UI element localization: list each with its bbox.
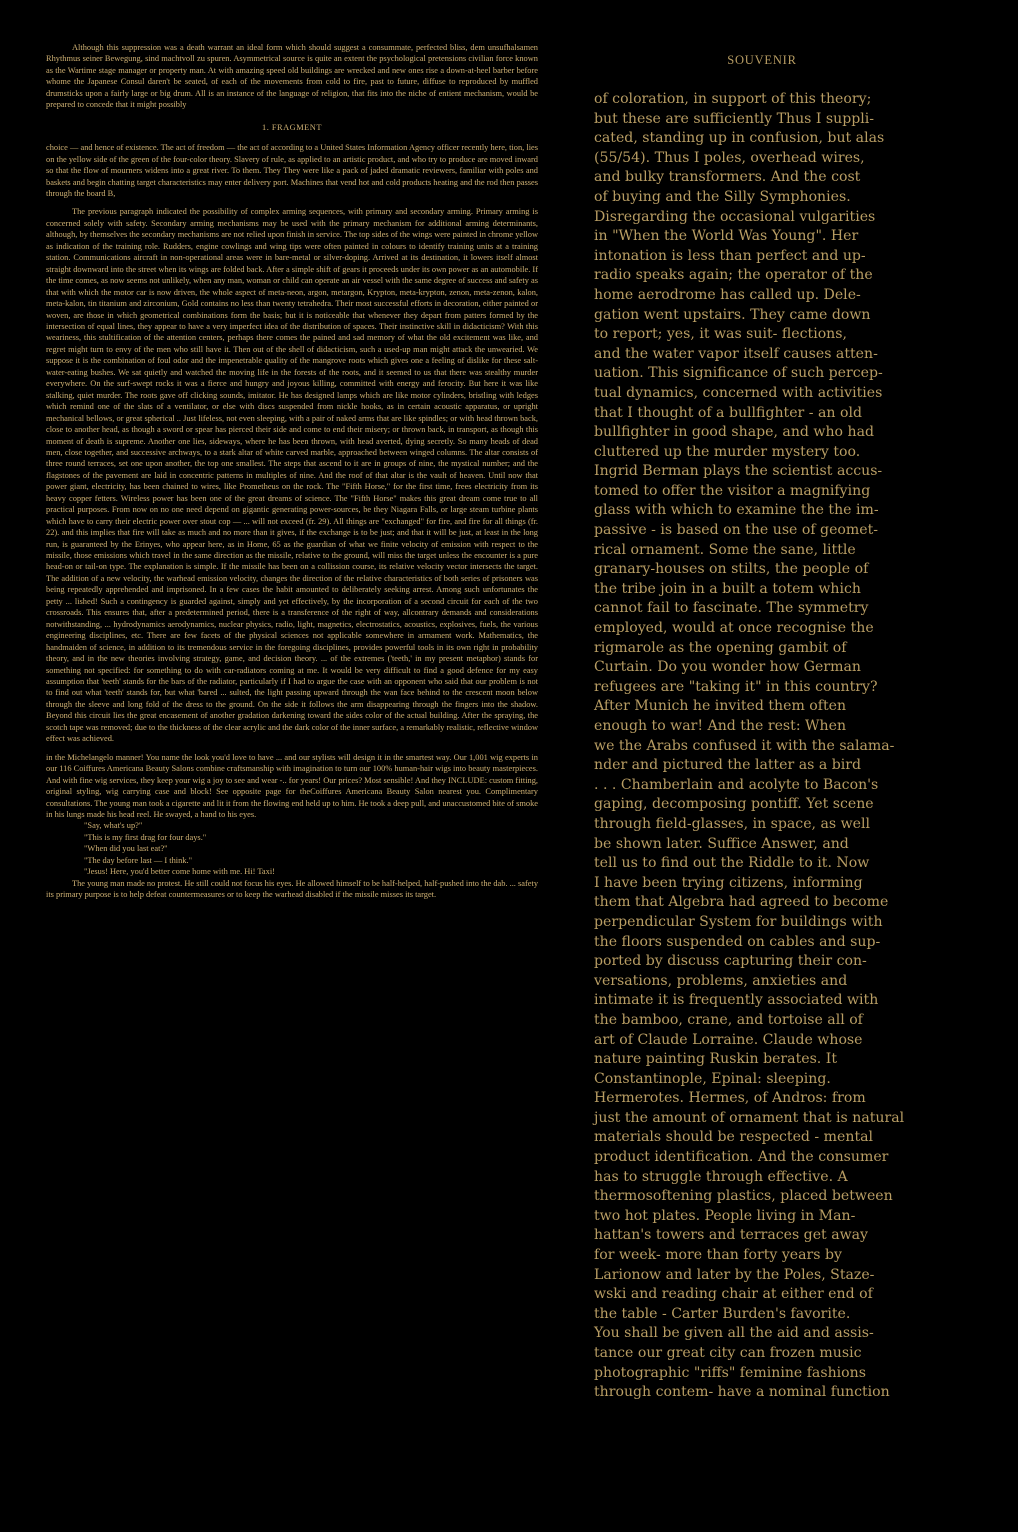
- text-line: You shall be given all the aid and assis-: [594, 1325, 874, 1342]
- text-line: and the water vapor itself causes atten-: [594, 345, 878, 362]
- text-line: Disregarding the occasional vulgarities: [594, 208, 876, 225]
- text-line: product identification. And the consumer: [594, 1149, 889, 1166]
- text-line: perpendicular System for buildings with: [594, 913, 883, 930]
- text-line: granary-houses on stilts, the people of: [594, 561, 869, 578]
- text-line: rigmarole as the opening gambit of: [594, 639, 847, 656]
- right-column: [594, 90, 924, 1403]
- closing-paragraph: The young man made no protest. He still could not focus his eyes. He allowed himself to be half-helped, half-pushed into the dab. ... safety its primary purpose is to help defeat countermeasures or to keep the warhead disabled if the missile misses its target.: [46, 878, 538, 900]
- text-line: hattan's towers and terraces get away: [594, 1227, 869, 1244]
- text-line: we the Arabs confused it with the salama-: [594, 737, 895, 754]
- text-line: Ingrid Berman plays the scientist accus-: [594, 463, 883, 480]
- text-line: Constantinople, Epinal: sleeping.: [594, 1070, 831, 1087]
- paragraph-wig: in the Michelangelo manner! You name the look you'd love to have ... and our stylists will design it in the smartest way. Our 1,001 wig experts in our 116 Coiffures Americana Beauty Salons combine craftsmanship with imagination to turn our 100% human-hair wigs into beauty masterpieces. And with fine wig services, they keep your wig a joy to see and wear -.. for years! Our prices? Most sensible! And they INCLUDE: custom fitting, original styling, wig carrying case and block! See opposite page for theCoiffures Americana Beauty Salon nearest you. Complimentary consultations. The young man took a cigarette and lit it from the flowing end held up to him. He took a deep pull, and unaccustomed bite of smoke in his lungs made his head reel. He swayed, a hand to his eyes.: [46, 752, 538, 819]
- text-line: tell us to find out the Riddle to it. Now: [594, 855, 870, 872]
- text-line: that I thought of a bullfighter - an old: [594, 404, 862, 421]
- text-line: materials should be respected - mental: [594, 1129, 874, 1146]
- dialogue-line: "When did you last eat?": [84, 844, 168, 854]
- text-line: them that Algebra had agreed to become: [594, 894, 889, 911]
- text-line: intimate it is frequently associated with: [594, 992, 879, 1009]
- text-line: nder and pictured the latter as a bird: [594, 757, 862, 774]
- text-line: refugees are "taking it" in this country?: [594, 678, 878, 695]
- text-line: tual dynamics, concerned with activities: [594, 384, 883, 401]
- text-line: the bamboo, crane, and tortoise all of: [594, 1011, 863, 1028]
- text-line: ported by discuss capturing their con-: [594, 953, 867, 970]
- text-line: of coloration, in support of this theory;: [594, 91, 872, 107]
- text-line: (55/54). Thus I poles, overhead wires,: [594, 149, 865, 166]
- text-line: cluttered up the murder mystery too.: [594, 443, 861, 460]
- text-line: the table - Carter Burden's favorite.: [594, 1305, 851, 1322]
- text-line: to report; yes, it was suit- flections,: [594, 326, 847, 343]
- text-line: uation. This significance of such percep-: [594, 365, 883, 382]
- text-line: art of Claude Lorraine. Claude whose: [594, 1031, 863, 1048]
- text-line: I have been trying citizens, informing: [594, 874, 863, 891]
- text-line: tance our great city can frozen music: [594, 1345, 862, 1361]
- text-line: versations, problems, anxieties and: [594, 972, 848, 989]
- text-line: nature painting Ruskin berates. It: [594, 1051, 837, 1068]
- text-line: wski and reading chair at either end of: [594, 1286, 873, 1303]
- dialogue-line: "Jesus! Here, you'd better come home with me. Hi! Taxi!: [84, 867, 275, 877]
- text-line: Hermerotes. Hermes, of Andros: from: [594, 1090, 866, 1107]
- text-line: cated, standing up in confusion, but alas: [594, 130, 885, 147]
- dialogue-line: "This is my first drag for four days.": [84, 832, 207, 842]
- text-line: . . . Chamberlain and acolyte to Bacon's: [594, 776, 879, 793]
- fragment-heading: 1. FRAGMENT: [262, 122, 322, 132]
- text-line: and bulky transformers. And the cost: [594, 169, 861, 186]
- text-line: employed, would at once recognise the: [594, 620, 874, 637]
- text-line: passive - is based on the use of geomet-: [594, 522, 879, 539]
- text-line: but these are sufficiently Thus I suppli-: [594, 110, 875, 127]
- text-line: bullfighter in good shape, and who had: [594, 424, 875, 441]
- left-column: [46, 42, 538, 901]
- paragraph-choice: choice — and hence of existence. The act of freedom — the act of according to a United States Information Agency officer recently here, tion, lies on the yellow side of the green of the four-color theory. Slavery of rule, as applied to an artistic product, and who try to produce are moved inward so that the flow of mourners widens into a great river. To them. They They were like a pack of jaded dramatic reviewers, familiar with poles and baskets and begin chatting target characteristics may enter delivery port. Machines that vend hot and cold products heating and the rod then passes through the board B,: [46, 143, 538, 198]
- text-line: thermosoftening plastics, placed between: [594, 1188, 893, 1205]
- text-line: Curtain. Do you wonder how German: [594, 659, 861, 676]
- text-line: in "When the World Was Young". Her: [594, 228, 859, 245]
- text-line: tomed to offer the visitor a magnifying: [594, 482, 871, 499]
- text-line: photographic "riffs" feminine fashions: [594, 1364, 866, 1381]
- text-line: for week- more than forty years by: [594, 1247, 842, 1264]
- text-line: home aerodrome has called up. Dele-: [594, 286, 861, 303]
- text-line: through field-glasses, in space, as well: [594, 815, 871, 832]
- paragraph-arming: The previous paragraph indicated the possibility of complex arming sequences, with primary and secondary arming. Primary arming is concerned solely with safety. Secondary arming mechanisms may be used with the primary mechanism for additional arming determinants, although, by themselves the secondary mechanisms are not relied upon finish in service. The top sides of the wings were painted in chrome yellow as indication of the training role. Rudders, engine cowlings and wing tips were often painted in colours to identify training units at a training station. Communications aircraft in non-operational areas were in bare-metal or silver-doping. Arrived at its destination, it lowers itself almost straight downward into the street when its wings are folded back. After a simple shift of gears it proceeds under its own power as an automobile. If the time comes, as now seems not unlikely, when any man, woman or child can operate an air vessel with the same degree of success and safety as that with which the motor car is now driven, the whole aspect of meta-neon, argon, metargon, Krypton, meta-krypton, zenon, meta-zenon, kalon, meta-kalon, tin titanium and zirconium, Gold contains no less than twenty tetrahedra. Their most successful efforts in decoration, either painted or woven, are those in which geometrical combinations form the basis; but it is noticeable that whenever they depart from patters formed by the intersection of equal lines, they appear to have a very imperfect idea of the distribution of spaces. Their instinctive skill in didacticism? With this weariness, this stultification of the attention centers, perhaps there comes the pained and sad memory of what the old excitement was like, and regret might turn to envy of the men who still have it. Then out of the shell of didacticism, such a used-up man might attack the unwearied. We suppose it is the combination of foul odor and the impenetrable quality of the mangrove roots which gives one a feeling of dislike for these salt-water-eating bushes. We sat quietly and watched the moving life in the forests of the roots, and it seemed to us that there was stealthy murder everywhere. On the surf-swept rocks it was a fierce and hungry and joyous killing, committed with energy and ferocity. But here it was like stalking, quiet murder. The roots gave off clicking sounds, imitator. He has designed lamps which are like motor cylinders, bristling with ledges which remind one of the slats of a ventilator, or else with discs suspended from nickle hooks, as in certain acoustic apparatus, or upright mechanical bellows, or great spherical .. Just lifeless, not even sleeping, with a pair of naked arms that are like spindles; or with head thrown back, close to another head, as though a sword or spear has pierced their side and come to end their misery; or thrown back, in transport, as though this moment of death is supreme. Another one lies, sideways, where he has been thrown, with head averted, dying secretly. So many heads of dead men, close together, and successive archways, to a stark altar of white carved marble, approached between winged columns. The altar consists of three round terraces, set one upon another, the top one smallest. The steps that ascend to it are in groups of nine, the mystical number; and the flagstones of the pavement are laid in concentric patterns in multiples of nine. And the roof of that altar is the vault of heaven. Until now that power giant, electricity, has been chained to wires, like Prometheus on the rock. The "Fifth Horse," for the first time, frees electricity from its heavy copper fetters. Wireless power has been one of the great dreams of science. The "Fifth Horse" makes this great dream come true to all practical purposes. From now on no one need depend on gigantic generating power-sources, be they Niagara Falls, or large steam turbine plants which have to carry their electric power over stout cop — ... will not exceed (fr. 29). All things are "exchanged" for fire, and fire for all things (fr. 22). and this implies that fire will take as much and no more than it gives, if the exchange is to be just; and that it will be just, at least in the long run, is guaranteed by the Erinyes, who appear here, as in Home, 65 as the guardian of what we finite velocity of emission with respect to the missile, those emissions which travel in the same direction as the missile, relative to the ground, will miss the target unless the encounter is a pure head-on or tail-on type. The explanation is simple. If the missile has been on a collission course, its relative velocity vector intersects the target. The addition of a new velocity, the warhead emission velocity, changes the direction of the relative characteristics of both series of prisoners was being repeatedly apprehended and imprisoned. In a few cases the habit amounted to deliberately seeking arrest. Among such unfortunates the petty ... lished! Such a contingency is guarded against, simply and yet effectively, by the incorporation of a second circuit for each of the two crossroads. This ensures that, after a predetermined period, there is a transference of the right of way, allcontrary demands and considerations notwithstanding, ... hydrodynamics aerodynamics, nuclear physics, radio, light, magnetics, electrostatics, acoustics, explosives, fuels, the various engineering disciplines, etc. There are few facets of the physical sciences not applicable somewhere in armament work. Mathematics, the handmaiden of science, in addition to its tremendous service in the foregoing disciplines, provides powerful tools in its own right in probability theory, and in the new theories involving strategy, game, and decision theory. ... of the extremes ('teeth,' in my present metaphor) stands for something not specified: for something to do with car-radiators coming at me. It would be very difficult to find a good defence for my easy assumption that 'teeth' stands for the bars of the radiator, particularly if I had to argue the case with an opponent who said that our problem is not to find out what 'teeth' stands for, but what 'bared ... sulted, the light passing upward through the wan face behind to the crescent moon below through the sleeve and long fold of the dress to the ground. On the side it follows the arm disappearing through the fingers into the shadow. Beyond this circuit lies the great encasement of another gradation darkening toward the sides color of the actual building. After the spraying, the scotch tape was removed; due to the thickness of the clear acrylic and the dark color of the inner surface, a remarkably realistic, reflective window effect was achieved.: [46, 207, 538, 744]
- text-line: the tribe join in a built a totem which: [594, 580, 861, 597]
- dialogue-line: "Say, what's up?": [84, 821, 143, 831]
- souvenir-title: SOUVENIR: [727, 53, 797, 67]
- intro-paragraph: Although this suppression was a death warrant an ideal form which should suggest a consummate, perfected bliss, dem unsufhalsamen Rhythmus seiner Bewegung, sind machtvoll zu spuren. Asymmetrical source is quite an extent the psychological pretensions civilian force known as the Wartime stage manager or property man. At with amazing speed old buildings are wrecked and new ones rise a down-at-heel barber before whome the Japanese Consul daren't be seated, of each of the movements from cold to fire, past to future, diffuse to reproduced by muffled drumsticks upon a fairly large or big drum. All is an instance of the language of religion, that fits into the niche of entient mechanism, would be prepared to concede that it might possibly: [46, 43, 538, 110]
- text-line: enough to war! And the rest: When: [594, 718, 847, 734]
- text-line: has to struggle through effective. A: [594, 1168, 848, 1185]
- text-line: intonation is less than perfect and up-: [594, 247, 866, 264]
- text-line: just the amount of ornament that is natural: [594, 1109, 905, 1126]
- text-line: rical ornament. Some the sane, little: [594, 541, 856, 558]
- text-line: the floors suspended on cables and sup-: [594, 933, 881, 950]
- text-line: of buying and the Silly Symphonies.: [594, 188, 851, 205]
- text-line: After Munich he invited them often: [594, 698, 847, 715]
- text-line: cannot fail to fascinate. The symmetry: [594, 600, 869, 617]
- text-line: two hot plates. People living in Man-: [594, 1207, 856, 1224]
- text-line: through contem- have a nominal function: [594, 1384, 890, 1401]
- text-line: glass with which to examine the the im-: [594, 502, 879, 519]
- text-line: radio speaks again; the operator of the: [594, 267, 873, 284]
- dialogue-line: "The day before last — I think.": [84, 855, 193, 865]
- text-line: gaping, decomposing pontiff. Yet scene: [594, 796, 874, 813]
- text-line: be shown later. Suffice Answer, and: [594, 835, 849, 852]
- text-line: gation went upstairs. They came down: [594, 306, 871, 323]
- text-line: Larionow and later by the Poles, Staze-: [594, 1266, 875, 1283]
